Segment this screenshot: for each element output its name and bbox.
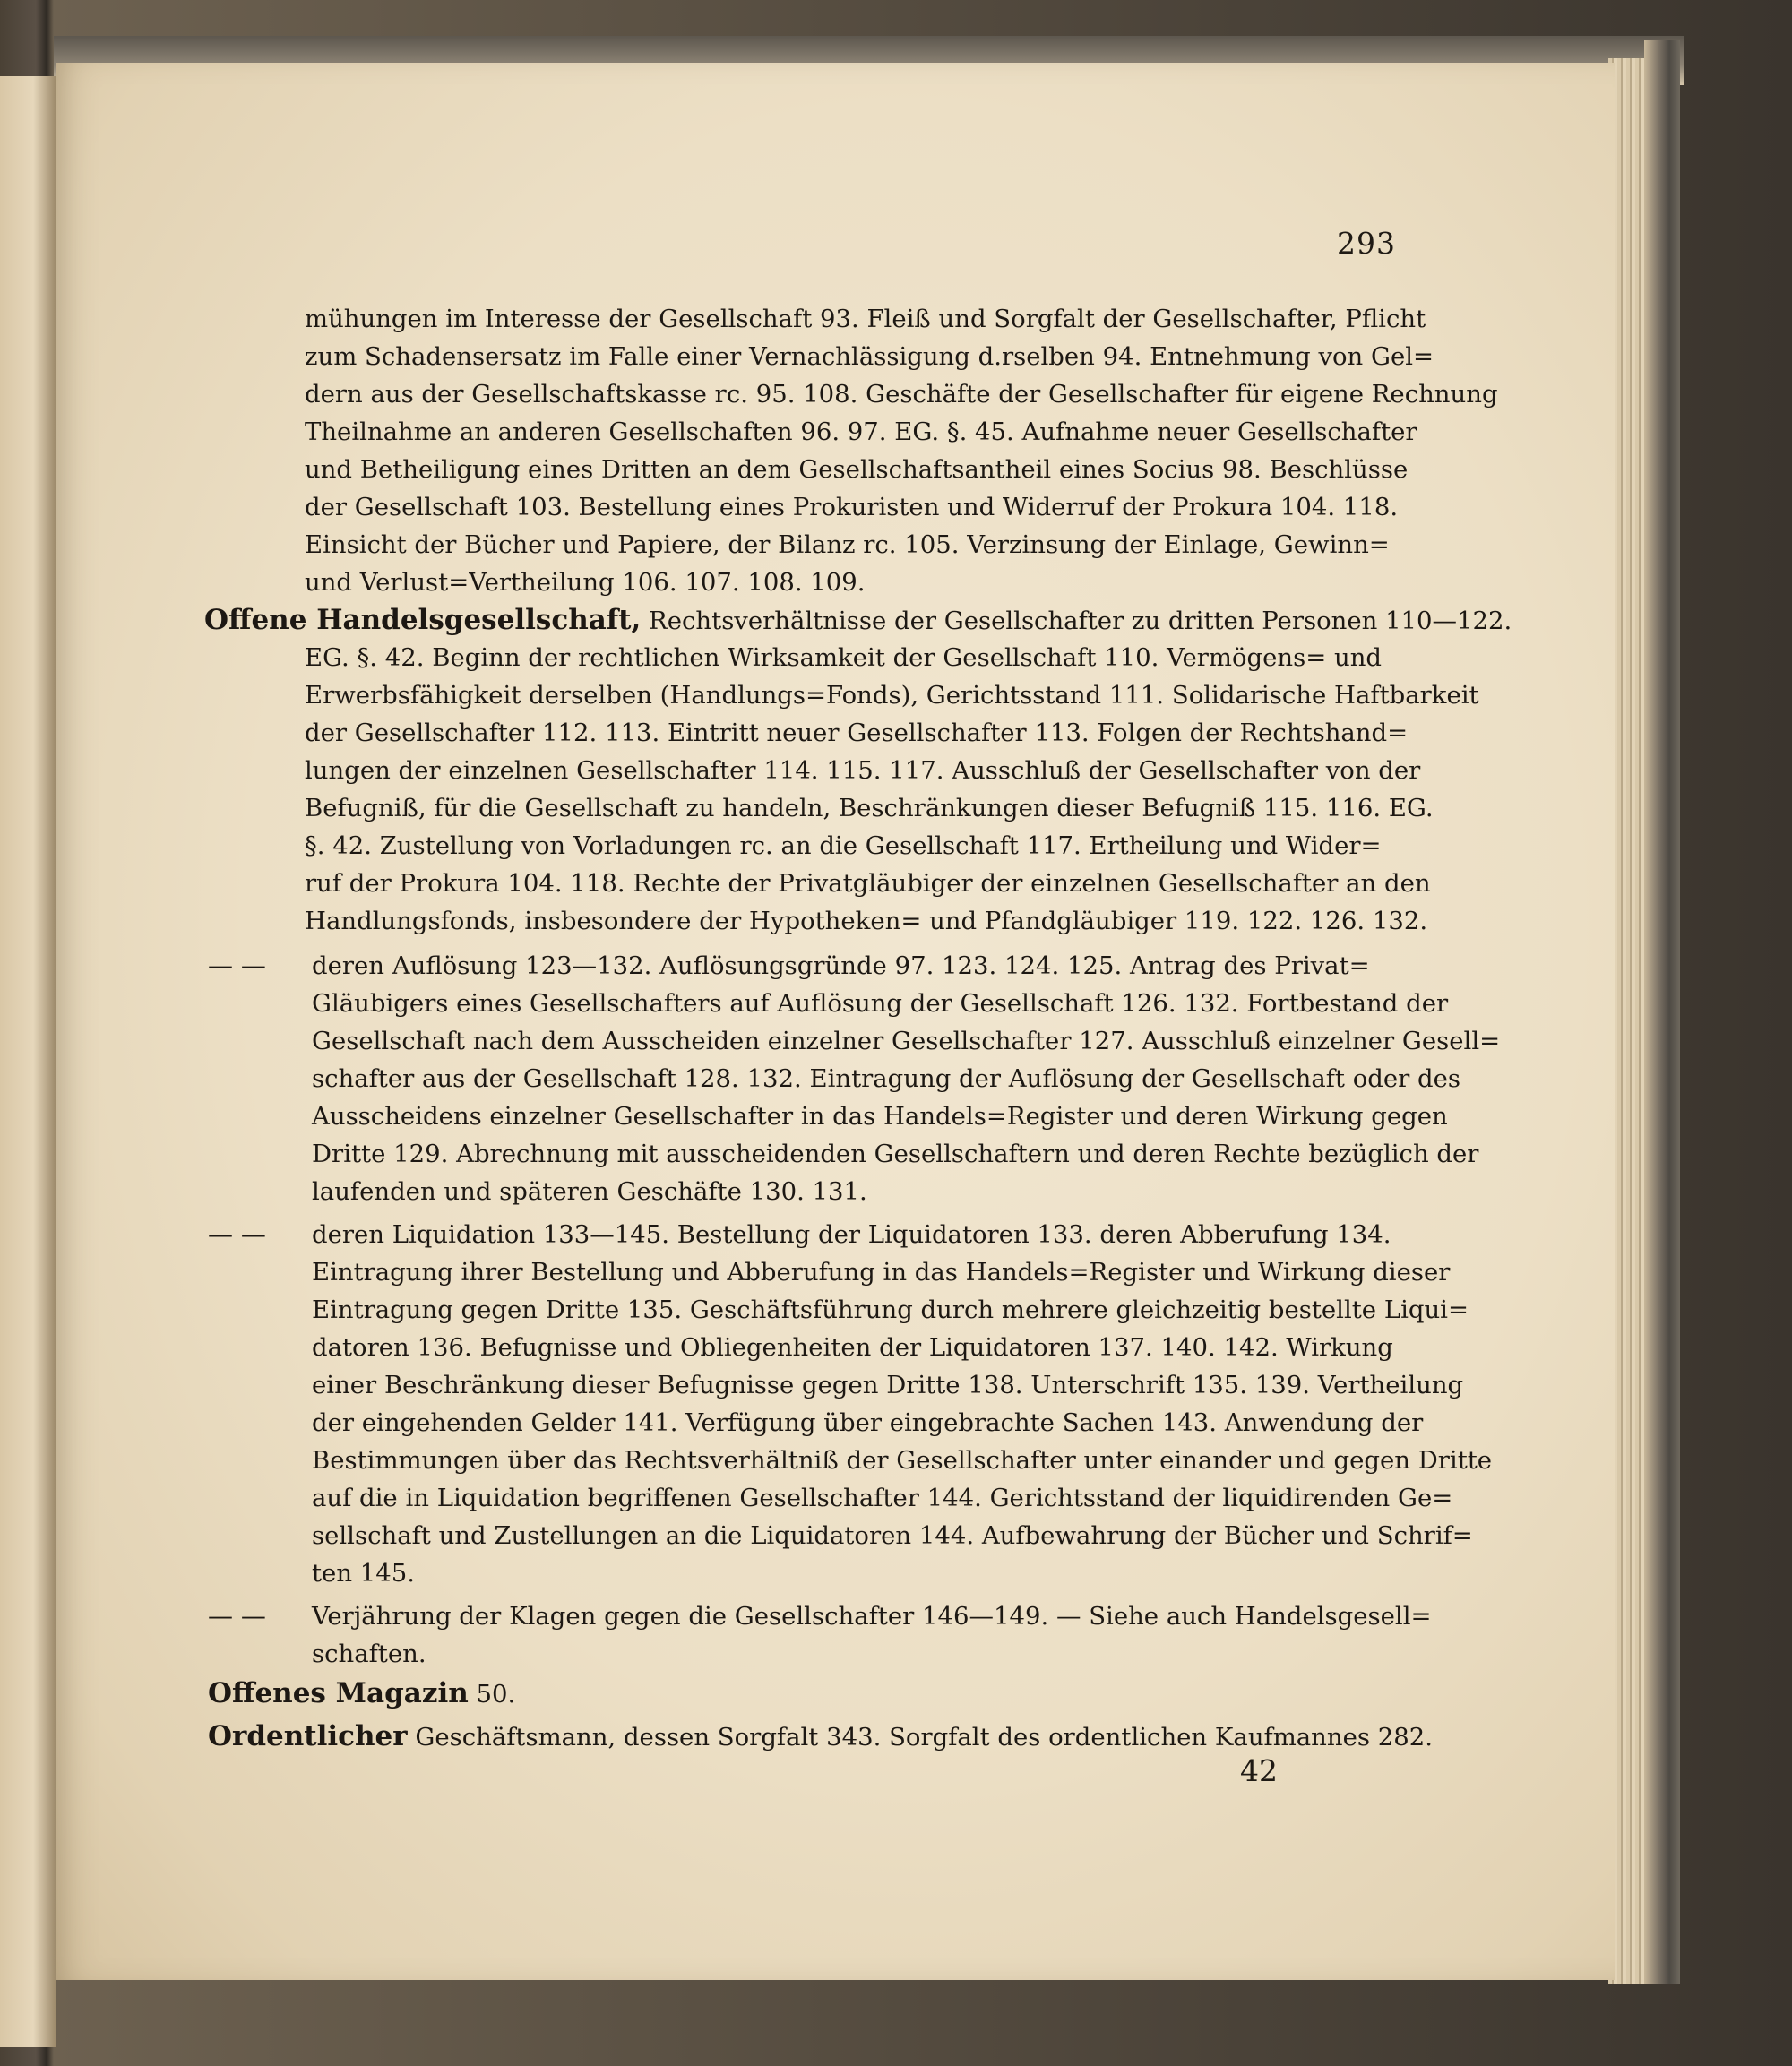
- dash-mark: — —: [208, 951, 266, 980]
- index-entry-heading: [208, 1718, 1433, 1754]
- text-line: einer Beschränkung dieser Befugnisse gegen Dritte 138. Unterschrift 135. 139. Vertheilung: [312, 1371, 1464, 1399]
- headword: Offenes Magazin: [208, 1677, 469, 1709]
- text-line: datoren 136. Befugnisse und Obliegenheiten der Liquidatoren 137. 140. 142. Wirkung: [312, 1333, 1393, 1362]
- text-line: Handlungsfonds, insbesondere der Hypotheken= und Pfandgläubiger 119. 122. 126. 132.: [305, 907, 1428, 935]
- text-line: Dritte 129. Abrechnung mit ausscheidenden Gesellschaftern und deren Rechte bezüglich der: [312, 1140, 1479, 1168]
- text-line: lungen der einzelnen Gesellschafter 114. 115. 117. Ausschluß der Gesellschafter von der: [305, 756, 1421, 785]
- text-line: der eingehenden Gelder 141. Verfügung über eingebrachte Sachen 143. Anwendung der: [312, 1408, 1424, 1437]
- text-line: Ausscheidens einzelner Gesellschafter in das Handels=Register und deren Wirkung gegen: [312, 1102, 1448, 1131]
- dash-mark: — —: [208, 1219, 266, 1249]
- index-entry-heading: [204, 602, 1512, 638]
- text-line: schafter aus der Gesellschaft 128. 132. Eintragung der Auflösung der Gesellschaft oder des: [312, 1064, 1461, 1093]
- text-line: Theilnahme an anderen Gesellschaften 96. 97. EG. §. 45. Aufnahme neuer Gesellschafter: [305, 418, 1417, 446]
- text-line: sellschaft und Zustellungen an die Liquidatoren 144. Aufbewahrung der Bücher und Schrif=: [312, 1521, 1473, 1550]
- signature-mark: 42: [1240, 1753, 1278, 1788]
- text-line: Befugniß, für die Gesellschaft zu handeln, Beschränkungen dieser Befugniß 115. 116. EG.: [305, 794, 1434, 822]
- left-page-edge: [0, 76, 56, 2047]
- entry-text: 50.: [476, 1680, 516, 1709]
- book-cover-edge: [1644, 40, 1680, 1984]
- page-number: 293: [1337, 226, 1396, 261]
- text-line: Bestimmungen über das Rechtsverhältniß der Gesellschafter unter einander und gegen Dritte: [312, 1446, 1493, 1475]
- text-line: deren Liquidation 133—145. Bestellung der Liquidatoren 133. deren Abberufung 134.: [312, 1220, 1391, 1249]
- text-line: Eintragung gegen Dritte 135. Geschäftsführung durch mehrere gleichzeitig bestellte Liqui=: [312, 1296, 1469, 1324]
- text-line: zum Schadensersatz im Falle einer Vernachlässigung d.rselben 94. Entnehmung von Gel=: [305, 342, 1434, 371]
- index-entry-heading: [208, 1675, 515, 1711]
- text-line: dern aus der Gesellschaftskasse rc. 95. 108. Geschäfte der Gesellschafter für eigene Rechnung: [305, 380, 1498, 409]
- text-line: §. 42. Zustellung von Vorladungen rc. an die Gesellschaft 117. Ertheilung und Wider=: [305, 831, 1382, 860]
- headword: Ordentlicher: [208, 1720, 408, 1752]
- text-line: der Gesellschaft 103. Bestellung eines Prokuristen und Widerruf der Prokura 104. 118.: [305, 493, 1399, 521]
- dash-mark: — —: [208, 1601, 266, 1631]
- text-line: mühungen im Interesse der Gesellschaft 93. Fleiß und Sorgfalt der Gesellschafter, Pflicht: [305, 305, 1426, 333]
- text-line: und Betheiligung eines Dritten an dem Gesellschaftsantheil eines Socius 98. Beschlüsse: [305, 455, 1409, 484]
- text-line: ruf der Prokura 104. 118. Rechte der Privatgläubiger der einzelnen Gesellschafter an den: [305, 869, 1431, 898]
- text-line: Einsicht der Bücher und Papiere, der Bilanz rc. 105. Verzinsung der Einlage, Gewinn=: [305, 530, 1390, 559]
- text-line: Erwerbsfähigkeit derselben (Handlungs=Fonds), Gerichtsstand 111. Solidarische Haftbarkeit: [305, 681, 1479, 710]
- text-line: Gläubigers eines Gesellschafters auf Auflösung der Gesellschaft 126. 132. Fortbestand der: [312, 989, 1449, 1018]
- text-line: deren Auflösung 123—132. Auflösungsgründe 97. 123. 124. 125. Antrag des Privat=: [312, 951, 1370, 980]
- text-line: auf die in Liquidation begriffenen Gesellschafter 144. Gerichtsstand der liquidirenden Ge=: [312, 1484, 1453, 1512]
- headword: Offene Handelsgesellschaft,: [204, 604, 642, 636]
- entry-text: Geschäftsmann, dessen Sorgfalt 343. Sorgfalt des ordentlichen Kaufmannes 282.: [415, 1723, 1433, 1752]
- text-line: und Verlust=Vertheilung 106. 107. 108. 109.: [305, 568, 866, 597]
- text-line: Eintragung ihrer Bestellung und Abberufung in das Handels=Register und Wirkung dieser: [312, 1258, 1451, 1287]
- text-line: der Gesellschafter 112. 113. Eintritt neuer Gesellschafter 113. Folgen der Rechtshand=: [305, 719, 1409, 747]
- text-line: Verjährung der Klagen gegen die Gesellschafter 146—149. — Siehe auch Handelsgesell=: [312, 1602, 1432, 1631]
- entry-text: Rechtsverhältnisse der Gesellschafter zu dritten Personen 110—122.: [649, 607, 1512, 635]
- text-line: EG. §. 42. Beginn der rechtlichen Wirksamkeit der Gesellschaft 110. Vermögens= und: [305, 643, 1383, 672]
- text-line: schaften.: [312, 1640, 426, 1668]
- text-line: ten 145.: [312, 1559, 416, 1588]
- text-line: laufenden und späteren Geschäfte 130. 131.: [312, 1177, 867, 1206]
- text-line: Gesellschaft nach dem Ausscheiden einzelner Gesellschafter 127. Ausschluß einzelner Gesell=: [312, 1027, 1501, 1055]
